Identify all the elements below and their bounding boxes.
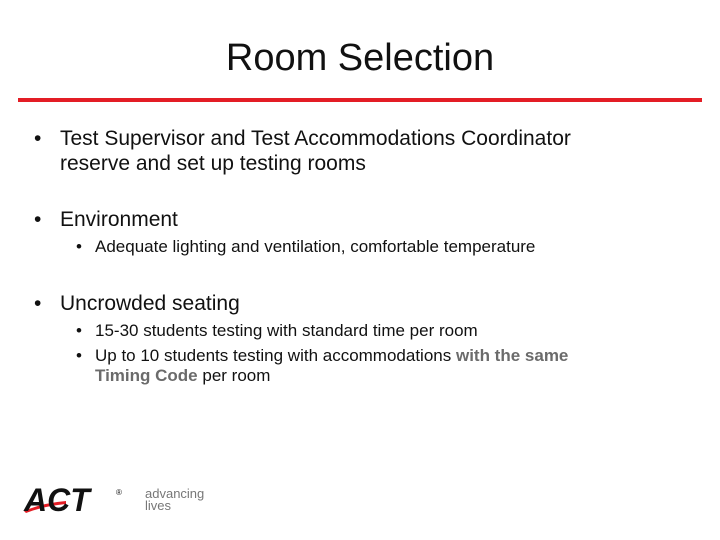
plain-text: Up to 10 students testing with accommodations [95, 346, 456, 365]
bullet-marker: • [34, 127, 42, 150]
logo-tagline [145, 488, 204, 512]
title-divider [18, 98, 702, 102]
logo-tagline-line-1: advancing [145, 486, 205, 501]
bullet-marker: • [34, 208, 42, 231]
bullet-2-sub-1-text: Adequate lighting and ventilation, comfortable temperature [95, 237, 536, 256]
logo-wordmark: ACT [24, 484, 90, 516]
bullet-marker: • [34, 292, 42, 315]
logo-registered-mark: ® [116, 488, 122, 497]
act-logo [22, 484, 212, 520]
bullet-3-sub-2-line-2 [95, 365, 270, 386]
bullet-marker: • [76, 321, 82, 340]
bullet-2-text: Environment [60, 208, 178, 231]
act-wordmark-logo [22, 484, 142, 516]
bullet-marker: • [76, 237, 82, 256]
bullet-1-line-1: Test Supervisor and Test Accommodations Coordinator [60, 127, 571, 150]
bullet-marker: • [76, 346, 82, 365]
bullet-1-line-2: reserve and set up testing rooms [60, 152, 366, 175]
logo-tagline-line-2: lives [145, 498, 172, 513]
plain-text: per room [197, 366, 271, 385]
bullet-3-sub-2-line-1 [95, 345, 568, 366]
highlight-text: with the same [455, 346, 569, 365]
slide-title: Room Selection [225, 37, 495, 79]
highlight-text: Timing Code [95, 366, 198, 385]
bullet-3-text: Uncrowded seating [60, 292, 240, 315]
bullet-3-sub-1-text: 15-30 students testing with standard time per room [95, 321, 478, 340]
